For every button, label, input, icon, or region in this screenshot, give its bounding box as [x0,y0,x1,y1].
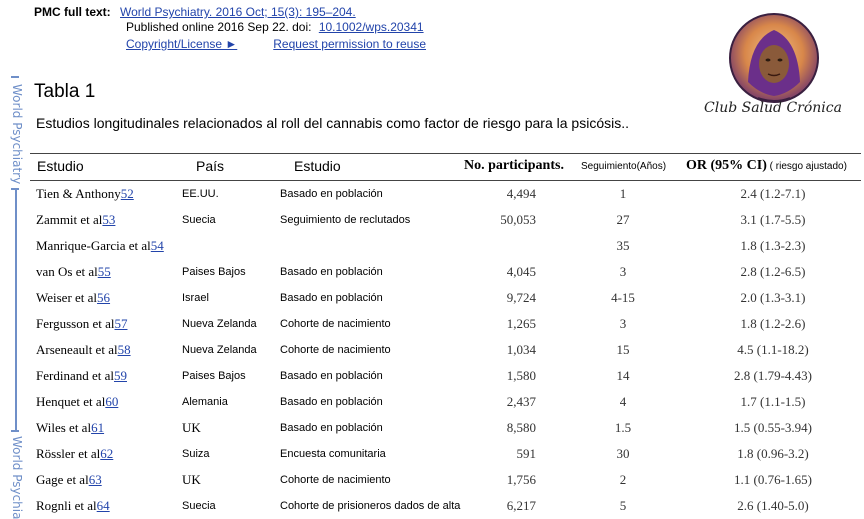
cell-author [36,207,115,233]
cell-seguimiento: 27 [616,212,630,227]
header-participants: No. participants. [464,158,564,173]
table-row [30,233,861,259]
cell-estudio: Basado en población [280,396,383,408]
author-name: Arseneault et al [36,342,118,357]
cell-or: 4.5 (1.1-18.2) [737,342,809,357]
author-name: Fergusson et al [36,316,115,331]
license-line [126,37,426,51]
table-top-rule [30,153,861,154]
cell-author [36,311,127,337]
author-name: Gage et al [36,472,89,487]
table-row [30,415,861,441]
cell-participants: 1,265 [506,316,536,331]
cell-or: 2.0 (1.3-3.1) [740,290,806,305]
cell-pais: Nueva Zelanda [182,318,257,330]
cell-estudio: Cohorte de nacimiento [280,318,391,330]
header-estudio: Estudio [37,158,84,174]
reference-link[interactable]: 52 [120,186,134,201]
table-caption: Estudios longitudinales relacionados al roll del cannabis como factor de riesgo para la psicósis.. [36,115,629,131]
cell-estudio: Cohorte de nacimiento [280,344,391,356]
reference-link[interactable]: 56 [97,290,111,305]
cell-author [36,259,111,285]
cell-author [36,389,118,415]
cell-participants: 6,217 [506,498,536,513]
cell-estudio: Seguimiento de reclutados [280,214,411,226]
cell-or: 1.5 (0.55-3.94) [734,420,812,435]
cell-author [36,337,131,363]
cell-seguimiento: 5 [619,498,627,513]
cell-author [36,363,127,389]
cell-estudio: Encuesta comunitaria [280,448,386,460]
sidebar-journal-label-2: World Psychia [10,436,24,519]
reference-link[interactable]: 62 [100,446,114,461]
cell-pais: Nueva Zelanda [182,344,257,356]
table-row [30,207,861,233]
cell-pais: Alemania [182,396,228,408]
cell-seguimiento: 35 [616,238,630,253]
table-row [30,363,861,389]
cell-estudio: Basado en población [280,370,383,382]
published-line [126,20,424,34]
permission-link[interactable]: Request permission to reuse [273,37,427,51]
author-name: Rössler et al [36,446,101,461]
reference-link[interactable]: 53 [102,212,116,227]
published-text: Published online 2016 Sep 22. doi: [126,20,315,34]
header-or-main: OR (95% CI) [686,158,767,173]
cell-author [36,181,134,207]
cell-or: 1.8 (0.96-3.2) [737,446,809,461]
table-row [30,493,861,519]
cell-estudio: Basado en población [280,422,383,434]
header-or-note: ( riesgo ajustado) [766,161,847,172]
citation [34,4,356,21]
table-title: Tabla 1 [34,81,96,102]
author-name: Wiles et al [36,420,92,435]
cell-seguimiento: 2 [619,472,627,487]
cell-author [36,285,110,311]
table-row [30,467,861,493]
cell-or: 3.1 (1.7-5.5) [740,212,806,227]
cell-pais: Suecia [182,214,216,226]
reference-link[interactable]: 63 [88,472,102,487]
cell-pais: Paises Bajos [182,266,246,278]
table-row [30,337,861,363]
cell-seguimiento: 1 [619,186,627,201]
cell-or: 1.7 (1.1-1.5) [740,394,806,409]
cell-estudio: Basado en población [280,292,383,304]
author-name: Zammit et al [36,212,103,227]
cell-participants: 1,756 [506,472,536,487]
table-row [30,311,861,337]
cell-participants: 1,034 [506,342,536,357]
cell-participants: 50,053 [500,212,536,227]
reference-link[interactable]: 64 [96,498,110,513]
cell-author [36,493,110,519]
cell-participants: 4,045 [506,264,536,279]
table-row [30,259,861,285]
sidebar-journal-label: World Psychiatry [10,84,24,185]
cell-or: 2.8 (1.2-6.5) [740,264,806,279]
reference-link[interactable]: 60 [105,394,119,409]
author-name: Henquet et al [36,394,106,409]
cell-author [36,233,164,259]
cell-pais: UK [182,472,201,487]
cell-or: 1.8 (1.3-2.3) [740,238,806,253]
sidebar-rule [15,190,17,430]
header-seguimiento: Seguimiento(Años) [581,161,667,172]
author-name: van Os et al [36,264,98,279]
author-name: Tien & Anthony [36,186,121,201]
cell-pais: EE.UU. [182,188,219,200]
cell-participants: 9,724 [506,290,536,305]
cell-participants: 8,580 [506,420,536,435]
cell-author [36,441,113,467]
logo-text: Club Salud Crónica [704,100,842,116]
cell-or: 2.6 (1.40-5.0) [737,498,809,513]
copyright-link[interactable]: Copyright/License ► [126,37,238,51]
sidebar-tick [11,430,19,432]
cell-pais: Suecia [182,500,216,512]
reference-link[interactable]: 59 [113,368,127,383]
cell-or: 1.8 (1.2-2.6) [740,316,806,331]
header-or [686,158,847,174]
cell-pais: UK [182,420,201,435]
reference-link[interactable]: 61 [91,420,105,435]
sidebar-tick [11,76,19,78]
cell-seguimiento: 3 [619,264,627,279]
header-estudio-tipo: Estudio [294,158,341,174]
author-name: Weiser et al [36,290,98,305]
table-row [30,441,861,467]
reference-link[interactable]: 54 [150,238,164,253]
table-row [30,389,861,415]
author-name: Ferdinand et al [36,368,114,383]
cell-or: 2.8 (1.79-4.43) [734,368,812,383]
table-row [30,181,861,207]
reference-link[interactable]: 58 [117,342,131,357]
cell-seguimiento: 3 [619,316,627,331]
cell-participants: 1,580 [506,368,536,383]
table-row [30,285,861,311]
cell-seguimiento: 14 [616,368,630,383]
cell-estudio: Basado en población [280,266,383,278]
cell-estudio: Cohorte de nacimiento [280,474,391,486]
doi-link[interactable]: 10.1002/wps.20341 [318,20,424,34]
cell-participants: 591 [516,446,536,461]
header-pais: País [196,158,225,174]
citation-label: PMC full text: [34,5,111,19]
cell-pais: Paises Bajos [182,370,246,382]
cell-or: 2.4 (1.2-7.1) [740,186,806,201]
cell-seguimiento: 4 [619,394,627,409]
cell-estudio: Basado en población [280,188,383,200]
journal-link[interactable]: World Psychiatry. 2016 Oct; 15(3): 195–204. [120,5,356,19]
cell-participants: 2,437 [506,394,536,409]
author-name: Rognli et al [36,498,97,513]
cell-participants: 4,494 [506,186,536,201]
cell-seguimiento: 1.5 [614,420,632,435]
cell-seguimiento: 30 [616,446,630,461]
cell-author [36,467,102,493]
reference-link[interactable]: 55 [97,264,111,279]
cell-estudio: Cohorte de prisioneros dados de alta [280,500,461,512]
cell-seguimiento: 4-15 [611,290,635,305]
cell-pais: Israel [182,292,209,304]
author-name: Manrique-Garcia et al [36,238,151,253]
cell-author [36,415,104,441]
cell-pais: Suiza [182,448,210,460]
cell-seguimiento: 15 [616,342,630,357]
cell-or: 1.1 (0.76-1.65) [734,472,812,487]
reference-link[interactable]: 57 [114,316,128,331]
